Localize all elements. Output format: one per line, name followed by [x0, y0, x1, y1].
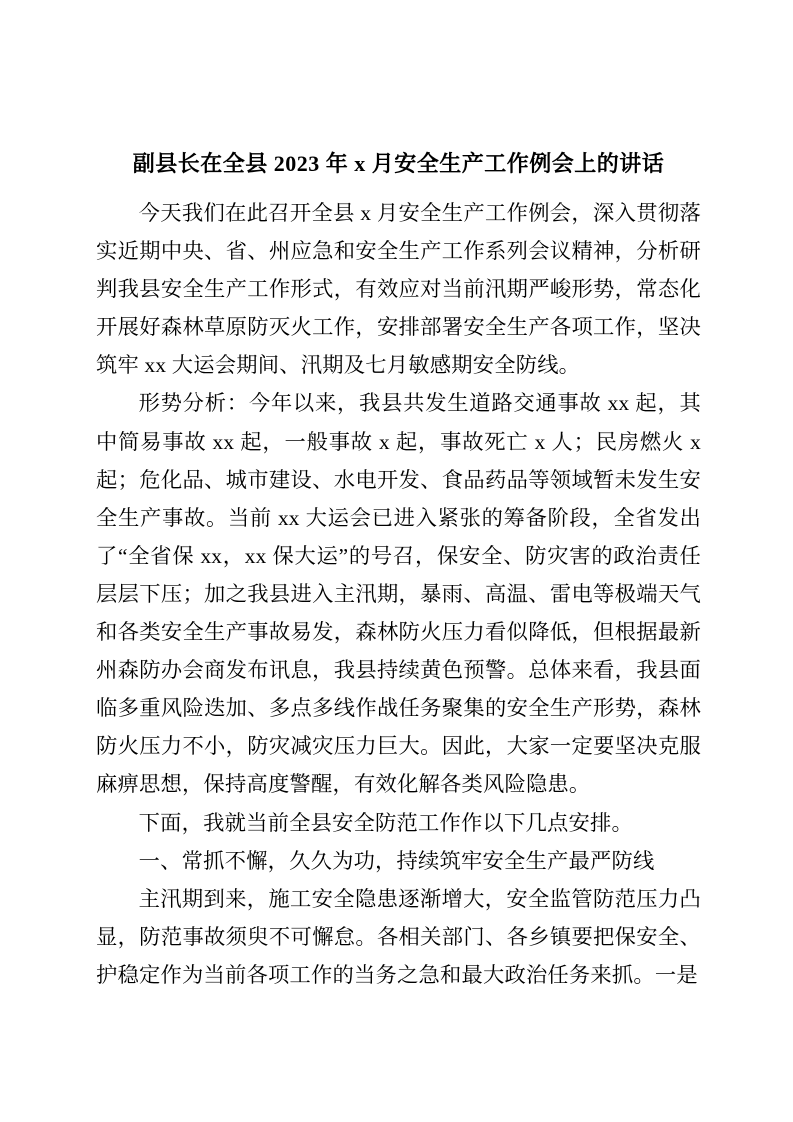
body-paragraph: 今天我们在此召开全县 x 月安全生产工作例会，深入贯彻落实近期中央、省、州应急和安全生产工作系列会议精神，分析研判我县安全生产工作形式，有效应对当前汛期严峻形势，常态化开展好森林草原防灭火工作，安排部署安全生产各项工作，坚决筑牢 xx 大运会期间、汛期及七月敏感期安全防线。	[96, 201, 701, 378]
body-paragraph: 主汛期到来，施工安全隐患逐渐增大，安全监管防范压力凸显，防范事故须臾不可懈怠。各相关部门、各乡镇要把保安全、护稳定作为当前各项工作的当务之急和最大政治任务来抓。一是	[96, 886, 701, 987]
body-paragraph: 形势分析：今年以来，我县共发生道路交通事故 xx 起，其中简易事故 xx 起，一般事故 x 起，事故死亡 x 人；民房燃火 x 起；危化品、城市建设、水电开发、食品药品等领域暂未发生安全生产事故。当前 xx 大运会已进入紧张的筹备阶段，全省发出了“全省保 xx，xx 保大运”的号召，保安全、防灾害的政治责任层层下压；加之我县进入主汛期，暴雨、高温、雷电等极端天气和各类安全生产事故易发，森林防火压力看似降低，但根据最新州森防办会商发布讯息，我县持续黄色预警。总体来看，我县面临多重风险迭加、多点多线作战任务聚集的安全生产形势，森林防火压力不小，防灾减灾压力巨大。因此，大家一定要坚决克服麻痹思想，保持高度警醒，有效化解各类风险隐患。	[96, 391, 701, 797]
body-paragraph: 下面，我就当前全县安全防范工作作以下几点安排。	[138, 810, 634, 835]
document-title: 副县长在全县 2023 年 x 月安全生产工作例会上的讲话	[132, 151, 665, 176]
section-heading-paragraph: 一、常抓不懈，久久为功，持续筑牢安全生产最严防线	[138, 848, 655, 873]
document-body	[96, 194, 701, 994]
